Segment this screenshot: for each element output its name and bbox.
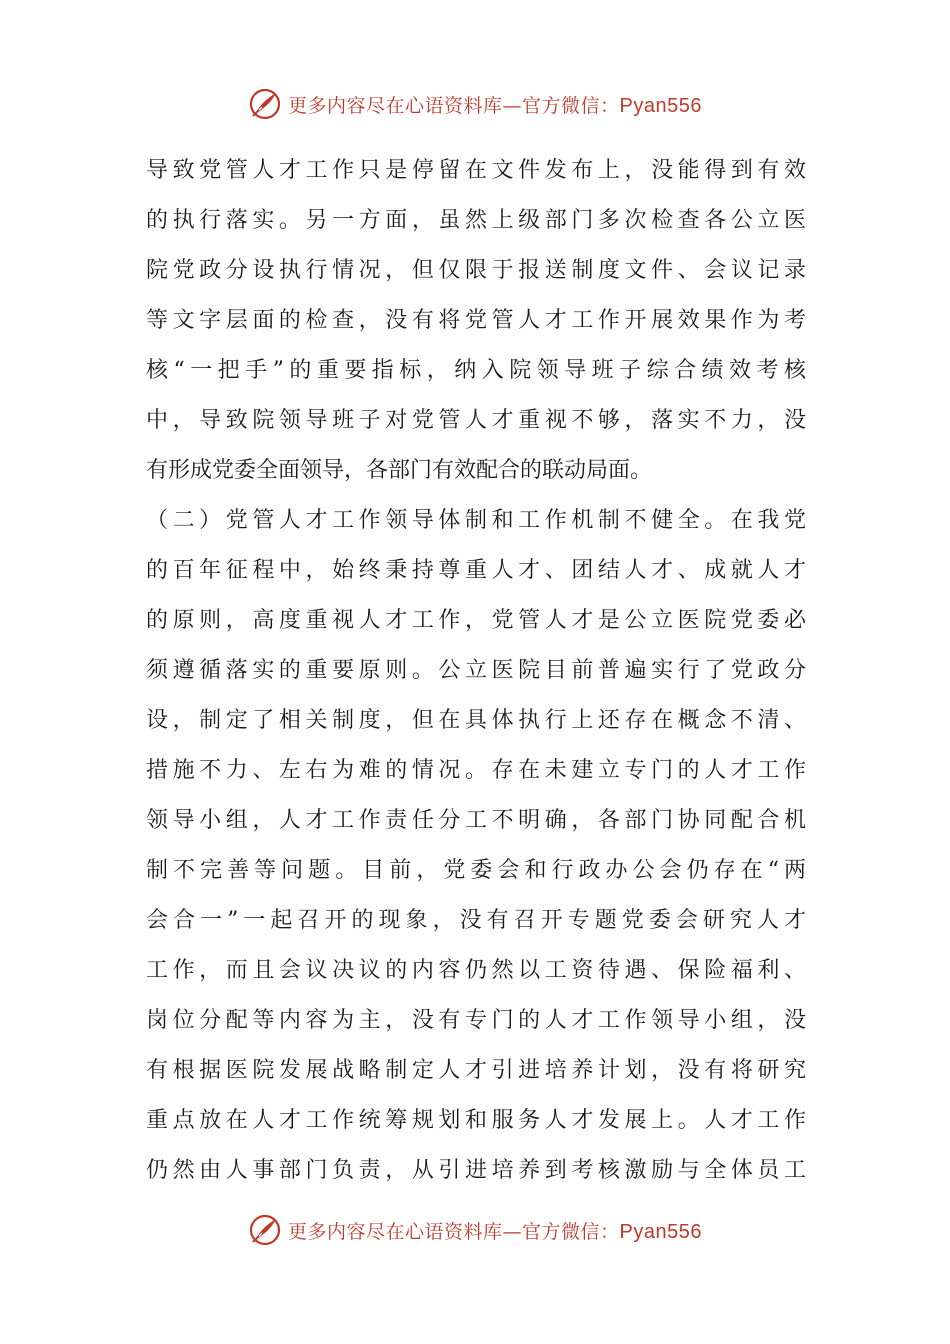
text-line: 岗位分配等内容为主，没有专门的人才工作领导小组，没 xyxy=(146,1008,806,1033)
text-line: 有根据医院发展战略制定人才引进培养计划，没有将研究 xyxy=(146,1058,806,1083)
text-line: 的原则，高度重视人才工作，党管人才是公立医院党委必 xyxy=(146,608,806,633)
header-banner xyxy=(0,84,950,124)
text-line: 核“一把手”的重要指标，纳入院领导班子综合绩效考核 xyxy=(146,358,806,383)
text-line: 措施不力、左右为难的情况。存在未建立专门的人才工作 xyxy=(146,758,806,783)
footer-banner xyxy=(0,1210,950,1250)
text-line: 制不完善等问题。目前，党委会和行政办公会仍存在“两 xyxy=(146,858,806,883)
footer-text: 更多内容尽在心语资料库—官方微信：Pyan556 xyxy=(288,1220,702,1243)
text-line: 设，制定了相关制度，但在具体执行上还存在概念不清、 xyxy=(146,708,806,733)
text-line: 领导小组，人才工作责任分工不明确，各部门协同配合机 xyxy=(146,808,806,833)
text-line: 院党政分设执行情况，但仅限于报送制度文件、会议记录 xyxy=(146,258,806,283)
quill-logo-icon xyxy=(248,1213,282,1247)
text-line: 等文字层面的检查，没有将党管人才工作开展效果作为考 xyxy=(146,308,806,333)
text-line: （二）党管人才工作领导体制和工作机制不健全。在我党 xyxy=(146,508,806,533)
text-line: 须遵循落实的重要原则。公立医院目前普遍实行了党政分 xyxy=(146,658,806,683)
quill-logo-icon xyxy=(248,87,282,121)
text-line: 的百年征程中，始终秉持尊重人才、团结人才、成就人才 xyxy=(146,558,806,583)
text-line: 导致党管人才工作只是停留在文件发布上，没能得到有效 xyxy=(146,158,806,183)
text-line: 仍然由人事部门负责，从引进培养到考核激励与全体员工 xyxy=(146,1158,806,1183)
text-line: 工作，而且会议决议的内容仍然以工资待遇、保险福利、 xyxy=(146,958,806,983)
document-body xyxy=(146,146,806,1196)
text-line: 的执行落实。另一方面，虽然上级部门多次检查各公立医 xyxy=(146,208,806,233)
text-line: 会合一”一起召开的现象，没有召开专题党委会研究人才 xyxy=(146,908,806,933)
text-line: 有形成党委全面领导，各部门有效配合的联动局面。 xyxy=(146,458,653,483)
text-line: 重点放在人才工作统筹规划和服务人才发展上。人才工作 xyxy=(146,1108,806,1133)
text-line: 中，导致院领导班子对党管人才重视不够，落实不力，没 xyxy=(146,408,806,433)
header-text: 更多内容尽在心语资料库—官方微信：Pyan556 xyxy=(288,94,702,117)
